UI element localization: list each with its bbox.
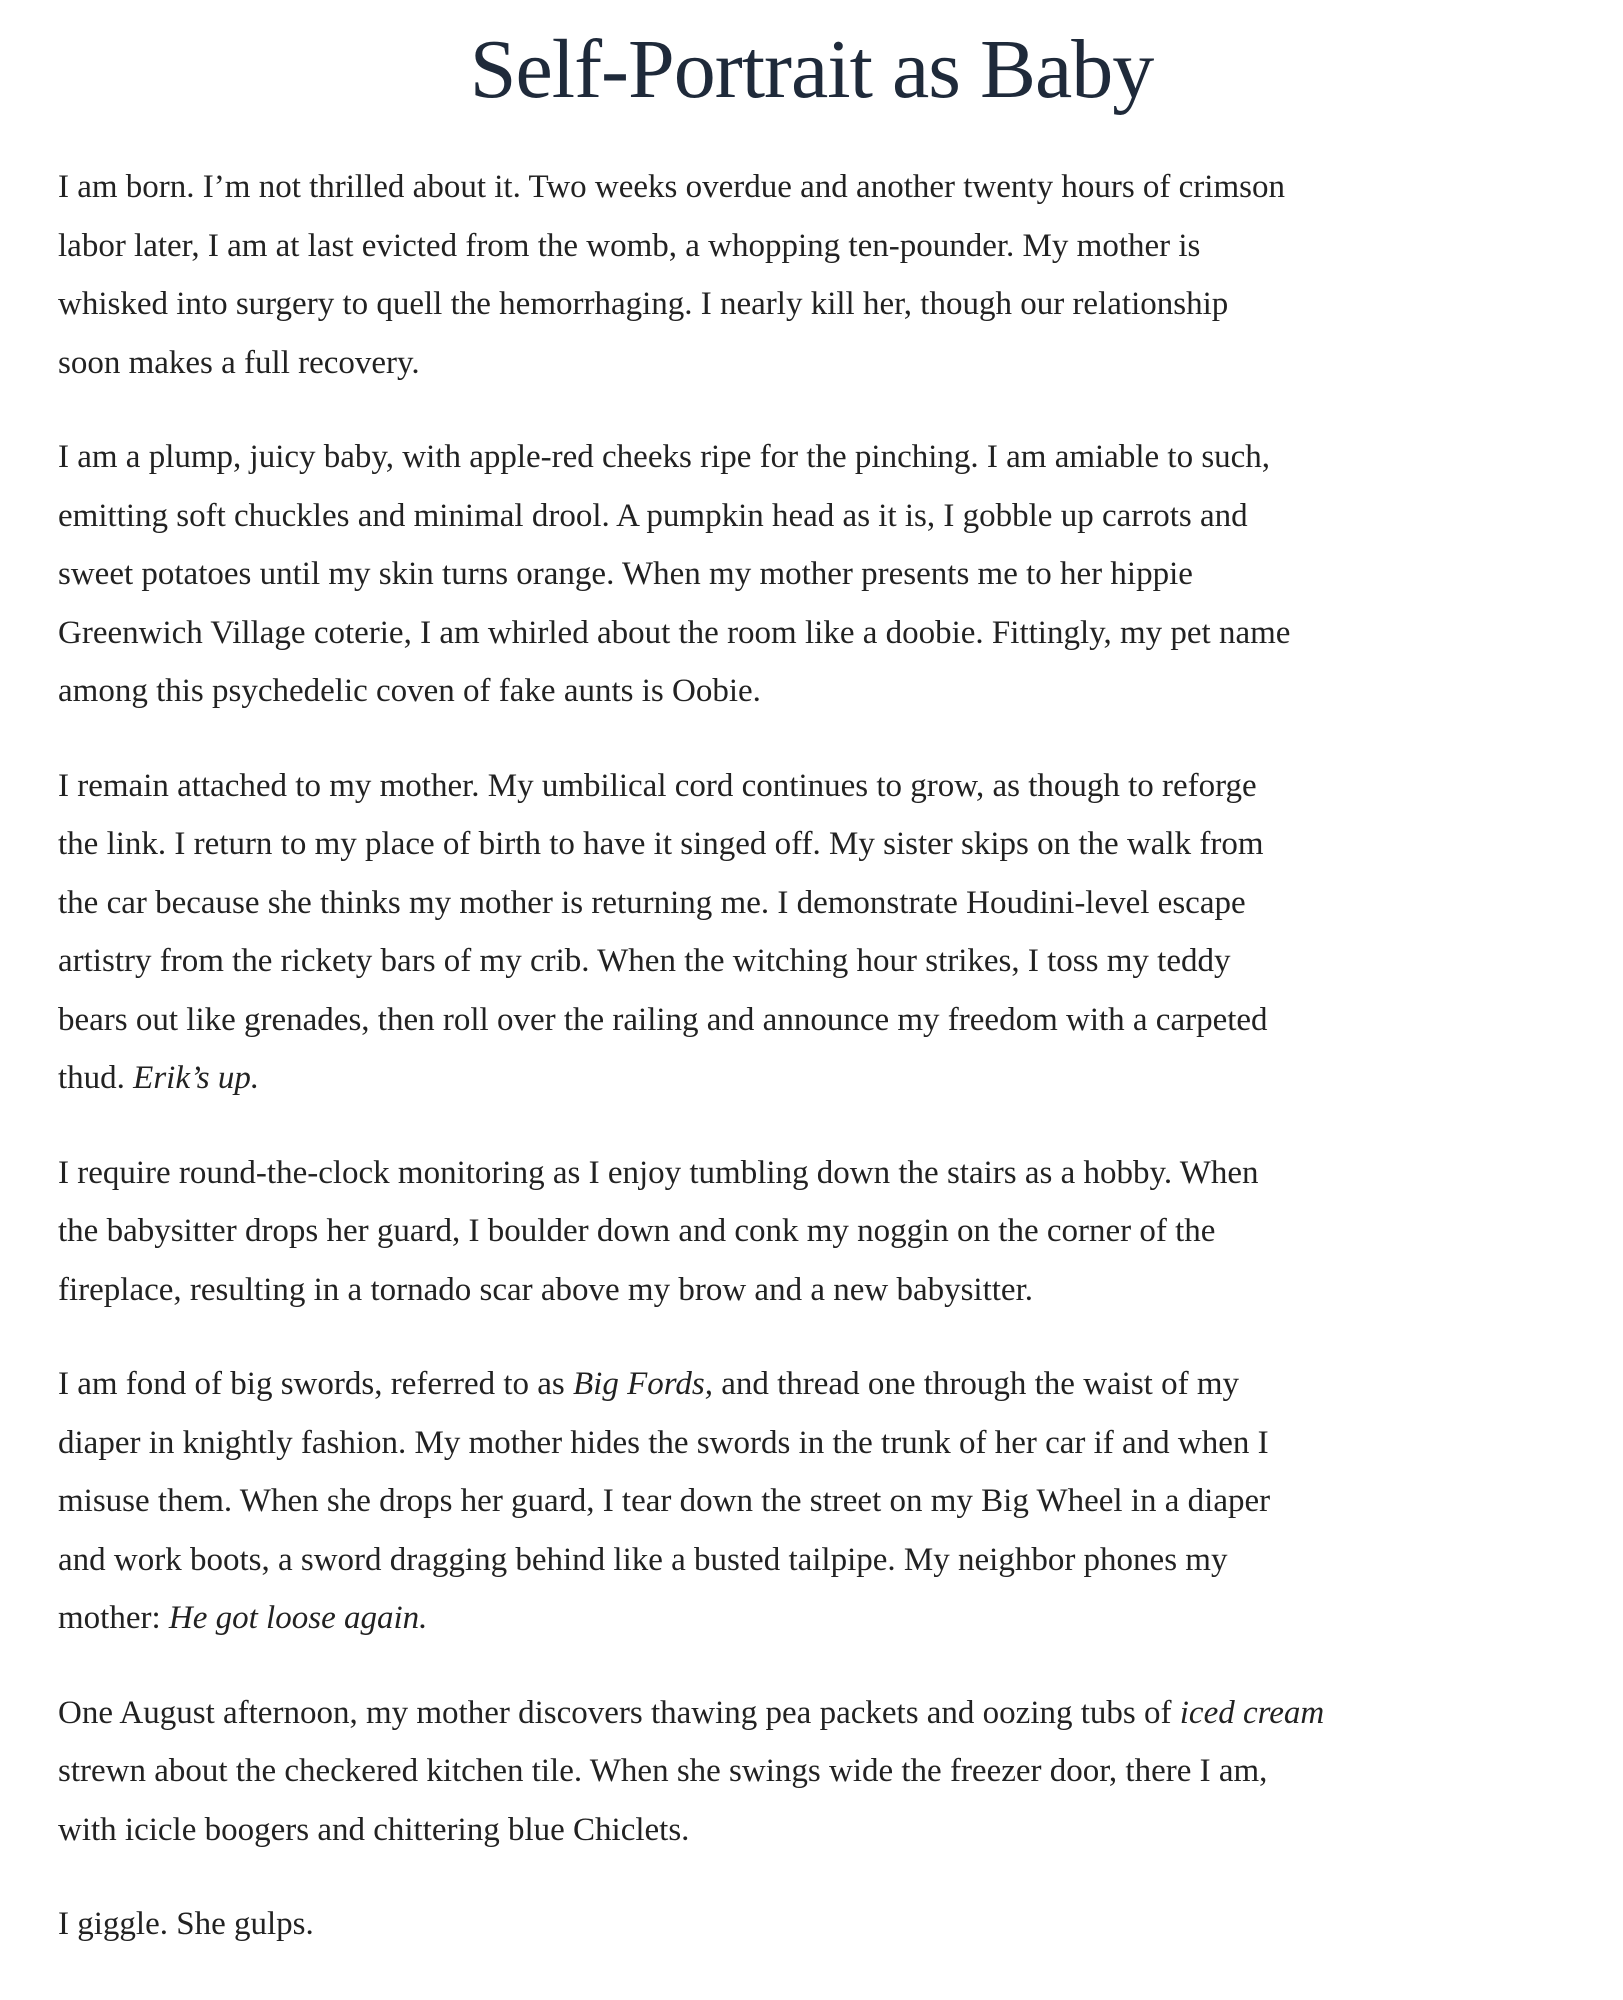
text-segment: sweet potatoes until my skin turns orange. When my mother presents me to her hippie xyxy=(58,556,1193,592)
text-segment: whisked into surgery to quell the hemorrhaging. I nearly kill her, though our relationship xyxy=(58,286,1229,322)
text-segment: fireplace, resulting in a tornado scar above my brow and a new babysitter. xyxy=(58,1271,1033,1308)
text-line xyxy=(58,1144,1598,1203)
text-segment: thud. xyxy=(58,1060,134,1096)
text-line xyxy=(58,545,1598,604)
text-segment: bears out like grenades, then roll over the railing and announce my freedom with a carpeted xyxy=(58,1001,1268,1038)
text-segment: soon makes a full recovery. xyxy=(58,344,420,381)
text-line xyxy=(58,1049,1598,1108)
text-line xyxy=(58,1261,1598,1320)
text-segment: I require round-the-clock monitoring as I enjoy tumbling down the stairs as a hobby. When xyxy=(58,1154,1259,1191)
text-segment: Greenwich Village coterie, I am whirled about the room like a doobie. Fittingly, my pet name xyxy=(58,614,1291,651)
text-segment: One August afternoon, my mother discovers thawing pea packets and oozing tubs of xyxy=(58,1694,1180,1731)
text-line xyxy=(58,1589,1598,1648)
text-segment: I am born. I’m not thrilled about it. Two weeks overdue and another twenty hours of crimson xyxy=(58,169,1285,205)
text-line xyxy=(58,991,1598,1050)
text-segment: emitting soft chuckles and minimal drool. A pumpkin head as it is, I gobble up carrots and xyxy=(58,497,1248,534)
text-segment: artistry from the rickety bars of my crib. When the witching hour strikes, I toss my teddy xyxy=(58,943,1231,979)
text-line xyxy=(58,487,1598,546)
text-segment: and thread one through the waist of my xyxy=(712,1366,1240,1402)
text-segment: mother: xyxy=(58,1600,169,1636)
text-segment: I giggle. She gulps. xyxy=(58,1906,314,1942)
text-line xyxy=(58,334,1598,393)
text-line xyxy=(58,1742,1598,1801)
text-line xyxy=(58,217,1598,276)
text-line xyxy=(58,1202,1598,1261)
text-segment: and work boots, a sword dragging behind like a busted tailpipe. My neighbor phones my xyxy=(58,1541,1228,1578)
text-segment: I remain attached to my mother. My umbilical cord continues to grow, as though to reforge xyxy=(58,767,1257,804)
paragraph xyxy=(58,1144,1598,1320)
paragraph xyxy=(58,1355,1598,1648)
text-segment: diaper in knightly fashion. My mother hides the swords in the trunk of her car if and when I xyxy=(58,1424,1269,1461)
text-line xyxy=(58,932,1598,991)
text-segment: labor later, I am at last evicted from the womb, a whopping ten-pounder. My mother is xyxy=(58,227,1201,264)
text-line xyxy=(58,1895,1598,1954)
text-segment: the babysitter drops her guard, I boulder down and conk my noggin on the corner of the xyxy=(58,1213,1216,1249)
text-line xyxy=(58,1684,1598,1743)
text-line xyxy=(58,1801,1598,1860)
text-line xyxy=(58,1472,1598,1531)
text-segment: the link. I return to my place of birth to have it singed off. My sister skips on the walk from xyxy=(58,826,1264,862)
italic-text: Erik’s up. xyxy=(133,1060,260,1096)
text-line xyxy=(58,815,1598,874)
paragraph xyxy=(58,428,1598,721)
text-segment: misuse them. When she drops her guard, I tear down the street on my Big Wheel in a diaper xyxy=(58,1483,1271,1519)
text-segment: the car because she thinks my mother is returning me. I demonstrate Houdini-level escape xyxy=(58,884,1246,921)
paragraph xyxy=(58,158,1598,392)
italic-text: Big Fords, xyxy=(573,1366,713,1402)
italic-text: iced cream xyxy=(1179,1694,1325,1731)
paragraph xyxy=(58,1895,1598,1954)
text-segment: strewn about the checkered kitchen tile. When she swings wide the freezer door, there I am, xyxy=(58,1753,1268,1789)
text-line xyxy=(58,1355,1598,1414)
text-line xyxy=(58,757,1598,816)
page-title: Self-Portrait as Baby xyxy=(469,23,1154,116)
text-line xyxy=(58,1531,1598,1590)
italic-text: He got loose again. xyxy=(168,1600,428,1636)
paragraph xyxy=(58,1684,1598,1860)
text-line xyxy=(58,662,1598,721)
text-line xyxy=(58,1414,1598,1473)
text-segment: I am a plump, juicy baby, with apple-red cheeks ripe for the pinching. I am amiable to such, xyxy=(58,439,1271,475)
text-line xyxy=(58,874,1598,933)
text-segment: I am fond of big swords, referred to as xyxy=(58,1366,574,1402)
text-line xyxy=(58,604,1598,663)
text-line xyxy=(58,428,1598,487)
text-line xyxy=(58,158,1598,217)
text-segment: with icicle boogers and chittering blue Chiclets. xyxy=(58,1811,690,1848)
text-segment: among this psychedelic coven of fake aunts is Oobie. xyxy=(58,673,761,709)
text-line xyxy=(58,275,1598,334)
article-body xyxy=(58,158,1598,1990)
paragraph xyxy=(58,757,1598,1108)
